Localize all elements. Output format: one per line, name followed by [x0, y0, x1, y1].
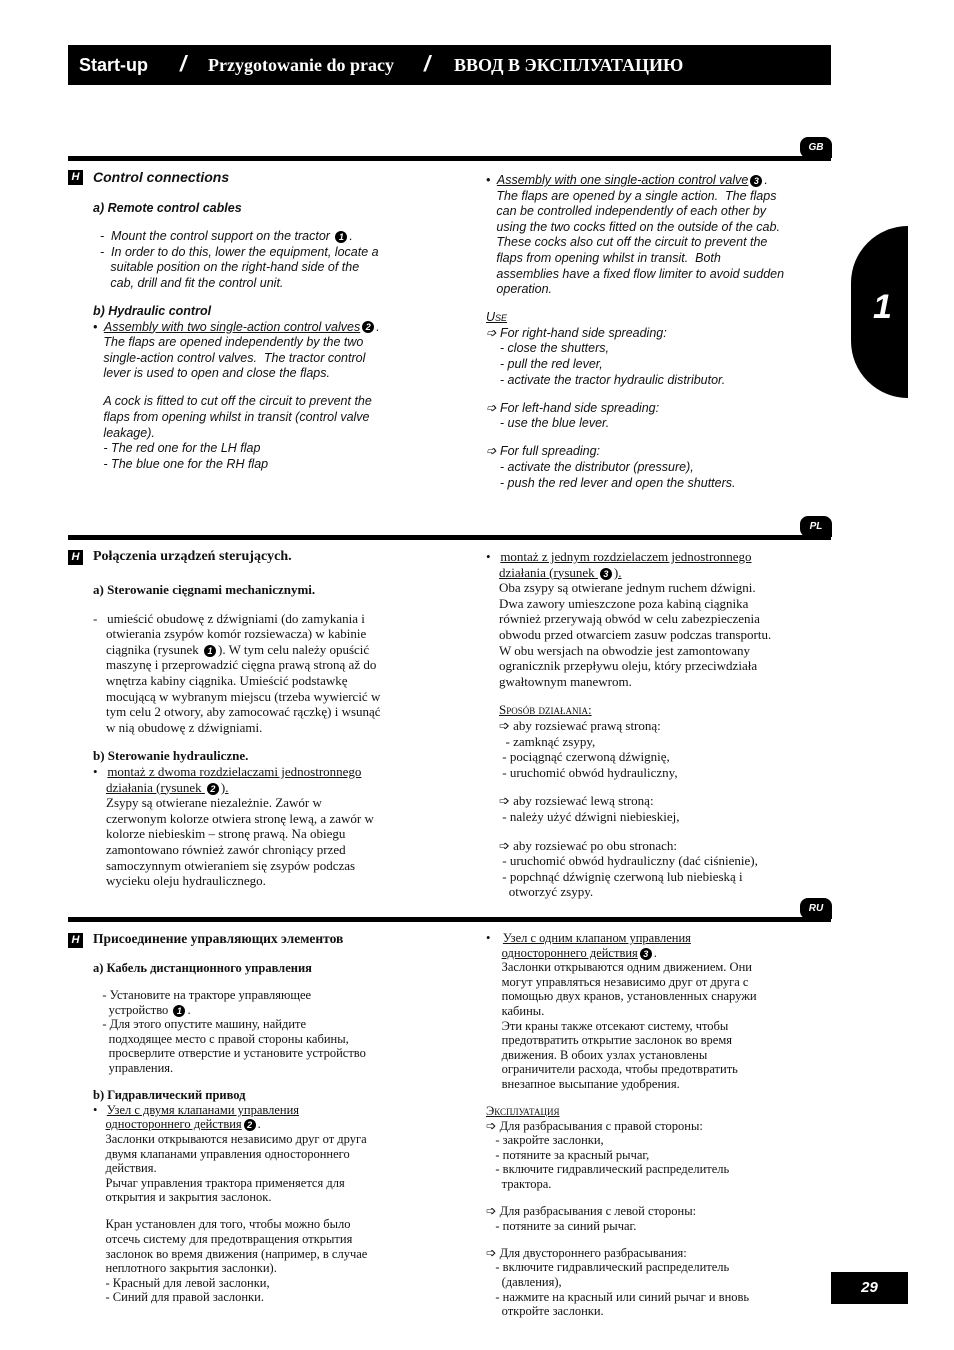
gb-left-column — [93, 201, 433, 472]
chapter-number: 1 — [873, 288, 892, 326]
text-line: wycieku oleju hydraulicznego. — [93, 873, 266, 889]
figure-reference-icon: 2 — [362, 321, 374, 333]
section-marker-pl: H — [68, 550, 83, 565]
text-line: двумя клапанами управления одностороннего — [93, 1146, 350, 1161]
text-line — [486, 1192, 826, 1205]
text-line: просверлите отверстие и установите устройство — [93, 1046, 366, 1061]
text-line: wnętrza kabiny ciągnika. Umieścić podstawkę — [93, 672, 348, 688]
text-line: - нажмите на красный или синий рычаг и вновь — [486, 1289, 750, 1304]
figure-reference-icon: 3 — [640, 948, 652, 960]
text-line: can be controlled independently of each other by — [486, 204, 767, 219]
text-line — [486, 689, 826, 702]
text-line: - zamknąć zsypy, — [486, 733, 596, 749]
text-line — [93, 217, 433, 230]
text-line — [93, 735, 453, 748]
text-line: b) Sterowanie hydrauliczne. — [93, 748, 249, 764]
text-line: - activate the tractor hydraulic distributor. — [486, 372, 726, 387]
text-line: • montaż z dwoma rozdzielaczami jednostronnego — [93, 763, 362, 779]
pl-right-column — [486, 549, 826, 900]
figure-reference-icon: 1 — [173, 1005, 185, 1017]
text-line: отсечь систему для предотвращения открытия — [93, 1232, 353, 1246]
text-line: Кран установлен для того, чтобы можно было — [93, 1217, 351, 1232]
text-line: • Assembly with one single-action control valve 3 . — [486, 173, 768, 187]
figure-reference-icon: 3 — [750, 175, 762, 187]
lang-badge-ru: RU — [800, 898, 832, 919]
section-rule-ru — [68, 917, 831, 922]
text-line: gwałtownym manewrom. — [486, 673, 632, 689]
text-line: - закройте заслонки, — [486, 1133, 604, 1148]
section-marker-ru: H — [68, 933, 83, 948]
text-line — [486, 825, 826, 838]
text-line: w nią obudowę z dźwigniami. — [93, 719, 263, 735]
text-line: suitable position on the right-hand side of the — [93, 260, 360, 275]
text-line: operation. — [486, 282, 553, 297]
section-title-pl: Połączenia urządzeń sterujących. — [93, 549, 292, 564]
text-line: ограничители расхода, чтобы предотвратить — [486, 1062, 738, 1077]
text-line: b) Hydraulic control — [93, 303, 212, 318]
section-rule-pl — [68, 535, 831, 540]
text-line: устройство 1 . — [93, 1002, 191, 1017]
pl-left-column — [93, 582, 453, 889]
figure-reference-icon: 2 — [244, 1119, 256, 1131]
text-line: - The red one for the LH flap — [93, 441, 261, 456]
text-line: а) Кабель дистанционного управления — [93, 961, 312, 975]
text-line: flaps from opening whilst in transit. Both — [486, 250, 721, 265]
text-line: otwierania zsypów komór rozsiewacza) w kabinie — [93, 626, 367, 642]
text-line: - Красный для левой заслонки, — [93, 1275, 270, 1290]
lang-badge-gb: GB — [800, 137, 832, 158]
text-line: kolorze niebieskim – stronę prawą. Na obiegu — [93, 826, 346, 842]
text-line: lever is used to open and close the flaps. — [93, 366, 330, 381]
text-line: - use the blue lever. — [486, 416, 610, 431]
text-line: These cocks also cut off the circuit to prevent the — [486, 235, 768, 250]
text-line: ➩ aby rozsiewać prawą stroną: — [486, 717, 661, 733]
text-line — [486, 1092, 826, 1105]
text-line: - pociągnąć czerwoną dźwignię, — [486, 749, 670, 765]
text-line: - close the shutters, — [486, 341, 609, 356]
text-line: - uruchomić obwód hydrauliczny (dać ciśnienie), — [486, 853, 758, 869]
text-line: ➩ aby rozsiewać lewą stroną: — [486, 793, 654, 809]
text-line: - popchnąć dźwignię czerwoną lub niebieską i — [486, 868, 743, 884]
header-title-ru: ВВОД В ЭКСПЛУАТАЦИЮ — [454, 55, 684, 75]
text-line: ➩ Для двустороннего разбрасывания: — [486, 1245, 687, 1260]
text-line: могут управляться независимо друг от друга с — [486, 974, 749, 989]
text-line: cab, drill and fit the control unit. — [93, 275, 284, 290]
text-line: obwodu przed otwarciem zasuw podczas transportu. — [486, 626, 772, 642]
text-line — [486, 298, 826, 311]
text-line: Эти краны также отсекают систему, чтобы — [486, 1018, 729, 1033]
figure-reference-icon: 3 — [600, 568, 612, 580]
text-line: кабины. — [486, 1003, 545, 1018]
text-line: Oba zsypy są otwierane jednym ruchem dźwigni. — [486, 580, 756, 596]
section-title-ru: Присоединение управляющих элементов — [93, 931, 344, 946]
page-header — [68, 45, 831, 85]
text-line: - The blue one for the RH flap — [93, 456, 269, 471]
text-line: ogranicznik przepływu oleju, który przeciwdziała — [486, 658, 758, 674]
text-line: • Узел с двумя клапанами управления — [93, 1102, 300, 1117]
text-line — [93, 976, 453, 989]
text-line: неплотного закрытия заслонки). — [93, 1261, 277, 1276]
text-line: • Узел с одним клапаном управления — [486, 931, 691, 945]
text-line: - pull the red lever, — [486, 357, 603, 372]
text-line: трактора. — [486, 1177, 552, 1191]
text-line: Заслонки открываются независимо друг от друга — [93, 1131, 367, 1146]
text-line: Эксплуатация — [486, 1104, 560, 1119]
text-line: assemblies have a fixed flow limiter to avoid sudden — [486, 266, 785, 281]
text-line: одностороннего действия 3 . — [501, 945, 657, 960]
text-line: движения. В обоих узлах установлены — [486, 1047, 708, 1062]
header-title-pl: Przygotowanie do pracy — [208, 55, 394, 75]
text-line: откройте заслонки. — [486, 1304, 604, 1319]
text-line: подходящее место с правой стороны кабины, — [93, 1031, 349, 1046]
text-line: działania (rysunek 2 ). — [106, 779, 229, 795]
text-line: Use — [486, 310, 508, 325]
text-line — [486, 780, 826, 793]
text-line: (давления), — [486, 1274, 562, 1289]
text-line: a) Sterowanie cięgnami mechanicznymi. — [93, 582, 316, 597]
section-title-gb: Control connections — [93, 169, 230, 185]
text-line: The flaps are opened independently by the two — [93, 335, 364, 350]
text-line — [93, 1076, 453, 1089]
header-separator: / — [424, 51, 431, 76]
text-line: leakage). — [93, 425, 155, 440]
text-line: otworzyć zsypy. — [486, 884, 594, 900]
text-line: a) Remote control cables — [93, 201, 242, 215]
text-line: Заслонки открываются одним движением. Они — [486, 960, 752, 975]
text-line: Sposób działania: — [499, 702, 592, 718]
text-line: - Mount the control support on the tractor 1 . — [93, 229, 353, 244]
text-line: Zsypy są otwierane niezależnie. Zawór w — [93, 795, 322, 811]
text-line: Рычаг управления трактора применяется для — [93, 1175, 345, 1190]
lang-badge-pl: PL — [800, 516, 832, 537]
text-line: również przerywają obwód w celu zabezpieczenia — [486, 611, 760, 627]
text-line: działania (rysunek 3 ). — [499, 564, 622, 580]
text-line: ➩ For full spreading: — [486, 444, 600, 459]
text-line — [486, 1233, 826, 1246]
text-line: single-action control valves. The tractor control — [93, 350, 366, 365]
text-line: ➩ Для разбрасывания с левой стороны: — [486, 1204, 697, 1219]
text-line: samoczynnym otwieraniem się zsypów podczas — [93, 857, 356, 873]
ru-right-column — [486, 931, 826, 1319]
chapter-tab — [851, 226, 908, 398]
text-line: mocującą w wybranym miejscu (trzeba wywiercić w — [93, 688, 381, 704]
text-line: ➩ For left-hand side spreading: — [486, 400, 660, 415]
header-title-en: Start-up — [79, 55, 148, 75]
text-line: действия. — [93, 1161, 157, 1176]
text-line: - umieścić obudowę z dźwigniami (do zamykania i — [93, 610, 365, 626]
gb-right-column — [486, 173, 826, 491]
text-line: - In order to do this, lower the equipment, locate a — [93, 244, 379, 259]
text-line: maszynę i przeprowadzić cięgna prawą stroną až do — [93, 657, 377, 673]
text-line: - należy użyć dźwigni niebieskiej, — [486, 808, 680, 824]
text-line: ➩ For right-hand side spreading: — [486, 325, 667, 340]
page-number: 29 — [831, 1272, 908, 1304]
figure-reference-icon: 1 — [204, 645, 216, 657]
text-line: czerwonym kolorze otwiera stronę lewą, a zawór w — [93, 810, 374, 826]
text-line: A cock is fitted to cut off the circuit to prevent the — [93, 394, 372, 409]
text-line: zamontowano również zawór chroniący przed — [93, 841, 346, 857]
text-line: • montaż z jednym rozdzielaczem jednostronnego — [486, 549, 752, 564]
text-line: помощью двух кранов, установленных снаружи — [486, 989, 757, 1004]
text-line: - включите гидравлический распределитель — [486, 1260, 730, 1275]
text-line: tym celu 2 otwory, aby zamocować rączkę) i wsunąć — [93, 704, 381, 720]
text-line: ➩ Для разбрасывания с правой стороны: — [486, 1118, 703, 1133]
text-line: - потяните за красный рычаг, — [486, 1147, 650, 1162]
text-line: ➩ aby rozsiewać po obu stronach: — [486, 837, 678, 853]
section-marker-gb: H — [68, 170, 83, 185]
ru-left-column — [93, 961, 453, 1305]
text-line: Dwa zawory umieszczone poza kabiną ciągnika — [486, 595, 749, 611]
text-line: управления. — [93, 1061, 174, 1076]
text-line: предотвратить открытие заслонок во время — [486, 1033, 732, 1048]
text-line: открытия и закрытия заслонок. — [93, 1190, 272, 1205]
text-line: b) Гидравлический привод — [93, 1088, 246, 1103]
text-line — [486, 432, 826, 445]
section-rule-gb — [68, 156, 831, 161]
text-line — [93, 1205, 453, 1218]
text-line: flaps from opening whilst in transit (control valve — [93, 410, 370, 425]
text-line: • Assembly with two single-action control valves 2 . — [93, 319, 380, 334]
text-line: - потяните за синий рычаг. — [486, 1218, 637, 1233]
text-line: - Установите на тракторе управляющее — [93, 988, 312, 1003]
header-separator: / — [180, 51, 187, 76]
text-line: - включите гидравлический распределитель — [486, 1162, 730, 1177]
text-line: - Синий для правой заслонки. — [93, 1290, 264, 1305]
text-line: заслонок во время движения (например, в случае — [93, 1246, 368, 1261]
text-line: внезапное высыпание удобрения. — [486, 1076, 680, 1091]
text-line — [486, 388, 826, 401]
text-line: The flaps are opened by a single action. The flaps — [486, 188, 777, 203]
text-line — [93, 598, 453, 611]
text-line — [93, 291, 433, 304]
text-line: W obu wersjach na obwodzie jest zamontowany — [486, 642, 751, 658]
text-line: одностороннего действия 2 . — [105, 1117, 261, 1132]
text-line — [93, 382, 433, 395]
text-line: - Для этого опустите машину, найдите — [93, 1017, 307, 1032]
text-line: ciągnika (rysunek 1 ). W tym celu należy opuścić — [93, 641, 370, 657]
text-line: - push the red lever and open the shutters. — [486, 475, 736, 490]
figure-reference-icon: 2 — [207, 783, 219, 795]
text-line: - uruchomić obwód hydrauliczny, — [486, 764, 678, 780]
text-line: using the two cocks fitted on the outside of the cab. — [486, 219, 780, 234]
text-line: - activate the distributor (pressure), — [486, 460, 694, 474]
figure-reference-icon: 1 — [335, 231, 347, 243]
